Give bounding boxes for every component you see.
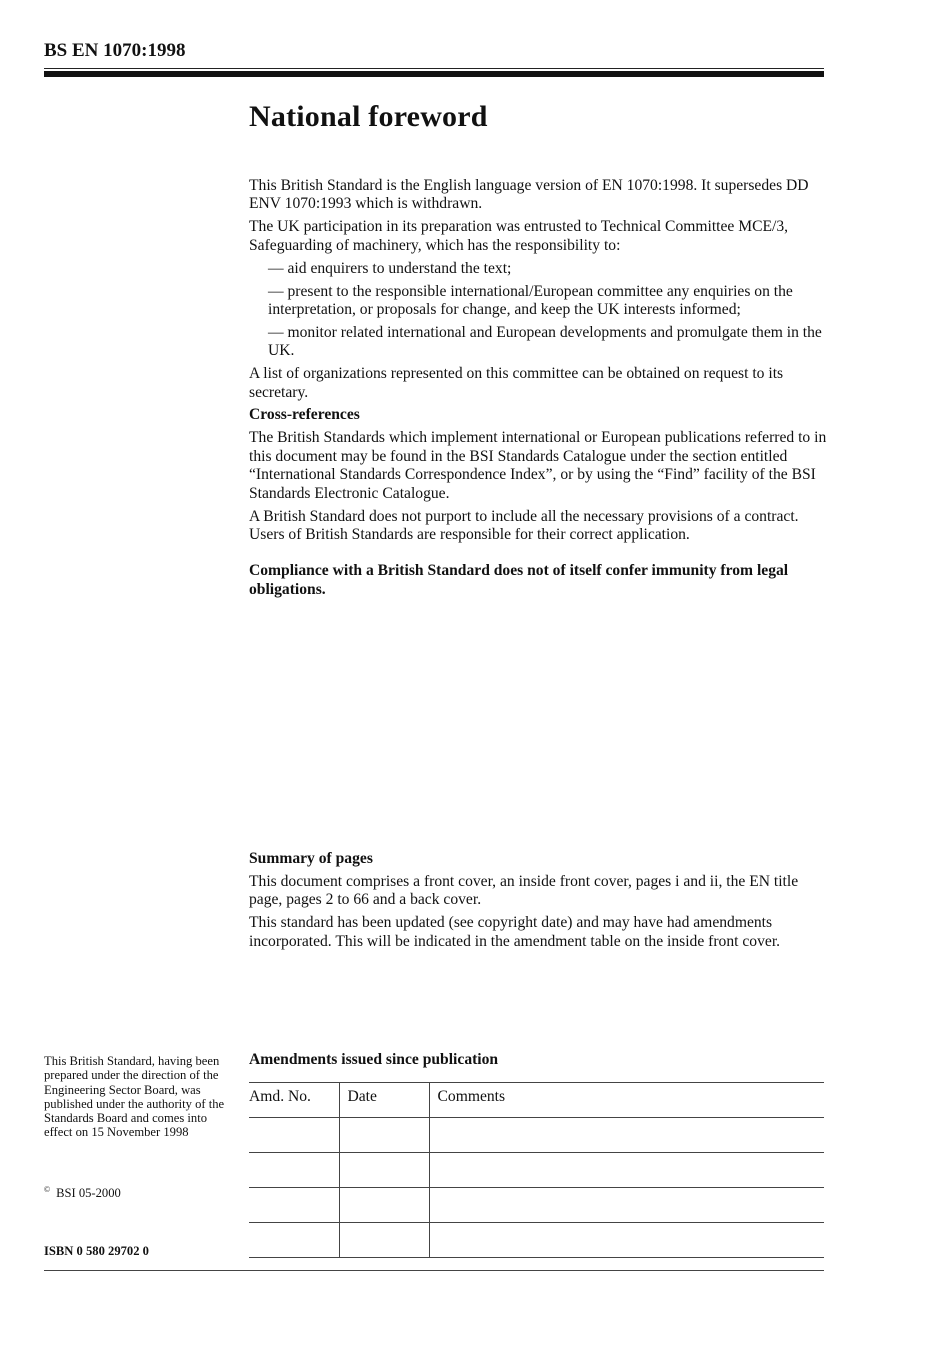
document-code: BS EN 1070:1998 bbox=[44, 40, 186, 61]
table-row bbox=[249, 1153, 824, 1188]
table-header-row bbox=[249, 1083, 824, 1118]
list-item: — monitor related international and European developments and promulgate them in the UK. bbox=[268, 323, 822, 360]
publication-note: This British Standard, having been prepared under the direction of the Engineering Sector Board, was published under the authority of the Standards Board and comes into effect on 15 November 1998 bbox=[44, 1054, 225, 1140]
table-cell bbox=[339, 1223, 429, 1258]
isbn: ISBN 0 580 29702 0 bbox=[44, 1244, 149, 1258]
table-cell bbox=[249, 1188, 339, 1223]
amendments-heading: Amendments issued since publication bbox=[249, 1051, 499, 1068]
summary-section bbox=[249, 850, 827, 956]
paragraph-organizations: A list of organizations represented on this committee can be obtained on request to its secretary. bbox=[249, 365, 784, 401]
paragraph-committee: The UK participation in its preparation was entrusted to Technical Committee MCE/3, Safeguarding of machinery, which has the responsibility to: bbox=[249, 218, 789, 254]
list-item: — present to the responsible international/European committee any enquiries on the interpretation, or proposals for change, and keep the UK interests informed; bbox=[268, 282, 793, 318]
page-title: National foreword bbox=[249, 100, 488, 133]
paragraph-provisions: A British Standard does not purport to include all the necessary provisions of a contract. Users of British Standards are responsible for their correct application. bbox=[249, 507, 799, 543]
footer-rule bbox=[44, 1270, 824, 1271]
foreword-body bbox=[249, 177, 827, 604]
copyright-symbol: © bbox=[44, 1185, 51, 1194]
table-row bbox=[249, 1188, 824, 1223]
table-cell bbox=[249, 1118, 339, 1153]
table-row bbox=[249, 1223, 824, 1258]
paragraph-cross-references: The British Standards which implement international or European publications referred to in this document may be found in the BSI Standards Catalogue under the section entitled “International Standards Correspondence Index”, or by using the “Find” facility of the BSI Standards Electronic Catalogue. bbox=[249, 429, 827, 502]
table-cell bbox=[429, 1118, 824, 1153]
paragraph-version: This British Standard is the English language version of EN 1070:1998. It supersedes DD ENV 1070:1993 which is withdrawn. bbox=[249, 177, 809, 213]
table-cell bbox=[339, 1118, 429, 1153]
copyright-text: BSI 05-2000 bbox=[56, 1186, 121, 1200]
column-header-date: Date bbox=[339, 1083, 429, 1118]
summary-heading: Summary of pages bbox=[249, 850, 373, 867]
column-header-comments: Comments bbox=[429, 1083, 824, 1118]
compliance-statement: Compliance with a British Standard does not of itself confer immunity from legal obligations. bbox=[249, 562, 789, 598]
table-cell bbox=[339, 1153, 429, 1188]
table-cell bbox=[429, 1153, 824, 1188]
table-row bbox=[249, 1118, 824, 1153]
table-cell bbox=[249, 1153, 339, 1188]
column-header-amd-no: Amd. No. bbox=[249, 1083, 339, 1118]
summary-paragraph: This standard has been updated (see copyright date) and may have had amendments incorporated. This will be indicated in the amendment table on the inside front cover. bbox=[249, 914, 781, 950]
table-cell bbox=[429, 1188, 824, 1223]
amendments-table bbox=[249, 1082, 824, 1258]
summary-paragraph: This document comprises a front cover, an inside front cover, pages i and ii, the EN title page, pages 2 to 66 and a back cover. bbox=[249, 872, 799, 909]
header-rule-thick bbox=[44, 71, 824, 77]
header-rule-thin bbox=[44, 68, 824, 69]
table-cell bbox=[429, 1223, 824, 1258]
list-item: — aid enquirers to understand the text; bbox=[268, 259, 512, 277]
cross-references-heading: Cross-references bbox=[249, 406, 360, 424]
table-cell bbox=[249, 1223, 339, 1258]
copyright-line bbox=[44, 1186, 121, 1201]
table-cell bbox=[339, 1188, 429, 1223]
